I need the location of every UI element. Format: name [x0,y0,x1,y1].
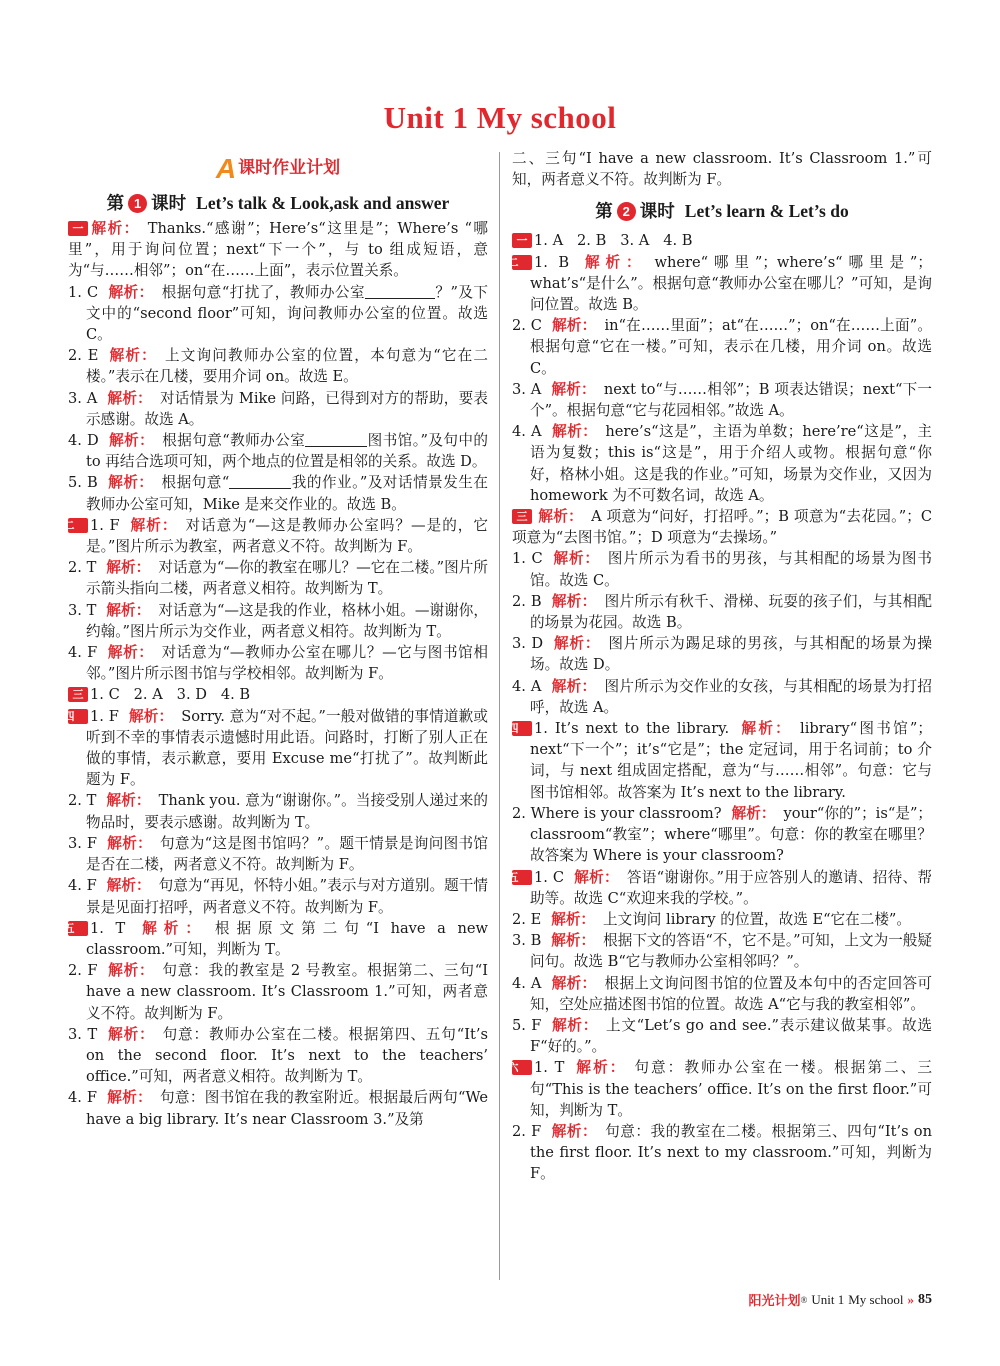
section-badge: 五 [68,921,88,936]
item-text: 图片所示为踢足球的男孩，与其相配的场景为操场。故选 D。 [530,635,932,674]
item-text: 图片所示为交作业的女孩，与其相配的场景为打招呼，故选 A。 [530,677,932,716]
item-number: 5. B [68,474,98,492]
analysis-label: 解析： [107,1089,153,1107]
item-text: 句意：图书馆在我的教室附近。根据最后两句“We have a big library. It’s near Classroom 3.”及第 [86,1089,488,1128]
section-badge: 一 [68,221,88,236]
item-text: 根据句意“教师办公室 [162,432,306,450]
list-item [507,252,932,316]
section-badge: 四 [68,709,88,724]
section-badge: 六 [512,1060,532,1075]
list-item [68,600,488,642]
list-item [512,1015,932,1057]
list-item [512,676,932,718]
lesson-1-heading [68,188,488,218]
item-text: 根据原文第二句“I have a new classroom.”可知，判断为 T。 [86,919,488,958]
list-item [68,790,488,832]
list-item [68,282,488,346]
item-text: ？”及下文中的“second floor”可知，询问教师办公室的位置。故选 C。 [86,283,488,344]
analysis-label: 解析： [551,592,597,610]
page-number: 85 [918,1291,932,1307]
list-item [68,345,488,387]
lesson-prefix: 第 [106,193,125,213]
list-item [68,960,488,1024]
analysis-label: 解析： [107,834,152,852]
footer-brand: 阳光计划 [748,1294,801,1309]
section-badge: 四 [512,721,532,736]
list-item [512,930,932,972]
item-number: 2. B [512,592,542,610]
item-text: 答语“谢谢你。”用于应答别人的邀请、招待、帮助等。故选 C“欢迎来我的学校。”。 [530,868,932,907]
section-badge: 二 [68,518,88,533]
list-item [68,1024,488,1088]
list-item [512,315,932,379]
list-item [68,430,488,472]
item-number: 1. C [68,283,99,301]
item-number: 3. T [68,601,97,619]
footer-registered-mark: ® [800,1294,808,1305]
list-item [68,642,488,684]
analysis-label: 解析： [107,474,154,492]
lesson-suffix: 课时 [639,201,675,222]
item-number: 1. F [90,516,120,534]
analysis-label: 解析： [107,389,152,407]
lesson-suffix: 课时 [151,193,187,213]
analysis-label: 解析： [106,601,151,619]
list-item [507,1057,932,1121]
item-number: 1. It’s next to the library. [534,720,730,738]
item-text: 上文询问 library 的位置，故选 E“它在二楼”。 [603,910,911,928]
footer-unit: Unit 1 [811,1291,845,1307]
item-number: 2. T [68,559,97,577]
list-item [63,918,488,960]
list-item [512,909,932,930]
analysis-label: 解析： [739,720,793,738]
page-footer [749,1290,932,1309]
list-item [507,718,932,803]
plan-heading-text: 课时作业计划 [238,158,341,179]
list-item [512,379,932,421]
analysis-label: 解析： [551,423,598,441]
analysis-label: 解析： [551,974,597,992]
item-text: 根据上文询问图书馆的位置及本句中的否定回答可知，空处应描述图书馆的位置。故选 A“它与我的教室相邻”。 [530,974,932,1013]
item-number: 4. F [68,644,98,662]
item-number: 2. C [512,317,542,335]
lesson-title: Let’s learn & Let’s do [684,201,849,222]
analysis-label: 解析： [128,707,174,725]
item-number: 5. F [512,1016,542,1034]
list-item [507,867,932,909]
item-text: 我的作业。”及对话情景发生在教师办公室可知，Mike 是来交作业的。故选 B。 [86,474,488,513]
item-number: 1. T [534,1059,565,1077]
item-text: 上文询问教师办公室的位置，本句意为“它在二楼。”表示在几楼，要用介词 on。故选 E。 [86,347,488,386]
lesson-2-heading [512,196,932,226]
double-chevron-icon: » [907,1291,914,1307]
item-text: 根据句意“ [161,474,230,492]
analysis-label: 解析： [551,1122,598,1140]
analysis-label: 解析： [108,432,155,450]
item-text: library“图书馆”；next“下一个”；it’s“它是”；the 定冠词，用于名词前；to 介词，与 next 组成固定搭配，意为“与……相邻”。句意：它与图书馆相邻。故答案为 It’s next to the library. [530,720,932,801]
item-number: 1. B [534,253,570,271]
item-number: 3. A [512,380,542,398]
section-3-answers [68,684,488,705]
item-number: 2. Where is your classroom? [512,804,722,822]
item-number: 4. F [68,1089,97,1107]
item-text: 根据句意“打扰了，教师办公室 [161,283,365,301]
item-number: 1. C [534,868,564,886]
lesson-number-badge: 2 [617,202,636,221]
lesson-prefix: 第 [595,201,613,222]
item-text: 根据下文的答语“不，它不是。”可知，上文为一般疑问句。故选 B“它与教师办公室相邻吗？”。 [530,932,932,971]
analysis-label: 解析： [108,283,154,301]
plan-heading [68,152,488,186]
item-text: next to“与……相邻”；B 项表达错误；next“下一个”。根据句意“它与花园相邻。”故选 A。 [530,380,932,420]
item-number: 4. A [512,677,542,695]
analysis-label: 解析： [107,962,155,980]
analysis-label: 解析： [551,1016,599,1034]
analysis-label: 解析： [538,508,584,526]
column-divider [499,152,500,1280]
analysis-label: 解析： [553,635,601,653]
item-text: 句意为“再见，怀特小姐。”表示与对方道别。题干情景是见面打招呼，两者意义不符。故判断为 F。 [86,877,488,916]
item-number: 4. F [68,877,97,895]
item-text: 上文“Let’s go and see.”表示建议做某事。故选 F“好的。”。 [530,1016,932,1056]
analysis-label: 解析： [106,559,151,577]
list-item [512,973,932,1015]
item-text: here’s“这是”，主语为单数；here’re“这是”，主语为复数；this is“这是”，用于介绍人或物。根据句意“你好，格林小姐。这是我的作业。”可知，场景为交作业，又因为 homework 为不可数名词，故选 A。 [530,423,932,504]
right-column [507,148,932,1185]
analysis-label: 解析： [551,910,596,928]
item-text: 句意：教师办公室在一楼。根据第二、三句“This is the teachers’ office. It’s on the first floor.”可知，判断为 T。 [530,1059,932,1119]
list-item [512,1121,932,1185]
item-text: Thank you. 意为“谢谢你。”。当接受别人递过来的物品时，要表示感谢。故判断为 T。 [86,792,489,831]
item-number: 3. T [68,1025,98,1043]
analysis-label: 解析： [106,792,151,810]
answer-blank [229,473,291,489]
item-text: in“在……里面”；at“在……”；on“在……上面”。根据句意“它在一楼。”可知，表示在几楼，用介词 on。故选 C。 [530,317,932,377]
list-item [68,557,488,599]
section-1-intro [68,218,488,282]
item-text: 对话意为“—你的教室在哪儿？—它在二楼。”图片所示箭头指向二楼，两者意义相符。故判断为 T。 [86,559,488,598]
analysis-label: 解析： [552,550,600,568]
item-text: where“哪里”；where’s“哪里是”；what’s“是什么”。根据句意“教师办公室在哪儿？”可知，是询问位置。故选 B。 [530,253,932,314]
item-text: 对话意为“—教师办公室在哪儿？—它与图书馆相邻。”图片所示图书馆与学校相邻。故判断为 F。 [86,644,488,683]
continued-text: 二、三句“I have a new classroom. It’s Classroom 1.”可知，两者意义不符。故判断为 F。 [512,150,932,189]
item-text: Sorry. 意为“对不起。”一般对做错的事情道歉或听到不幸的事情表示遗憾时用此语。问路时，打断了别人正在做的事情，表示歉意，要用 Excuse me“打扰了”。故判断此题为 F。 [86,707,488,789]
item-number: 3. B [512,932,542,950]
list-item [68,388,488,430]
list-item [68,875,488,917]
section-badge: 三 [68,687,88,702]
list-item [512,421,932,506]
lesson-number-badge: 1 [128,194,147,213]
item-text: 句意：我的教室是 2 号教室。根据第二、三句“I have a new classroom. It’s Classroom 1.”可知，两者意义不符。故判断为 F。 [86,962,488,1022]
unit-title: Unit 1 My school [383,100,617,135]
analysis-label: 解析： [135,919,207,937]
list-item [512,633,932,675]
analysis-label: 解析： [551,317,597,335]
item-number: 2. F [68,962,98,980]
item-text: 对话情景为 Mike 问路，已得到对方的帮助，要表示感谢。故选 A。 [86,389,488,428]
item-number: 4. D [68,432,99,450]
section-3-intro [512,506,932,548]
item-text: 句意为“这是图书馆吗？”。题干情景是询问图书馆是否在二楼，两者意义不符。故判断为 F。 [86,834,488,874]
analysis-label: 解析： [129,516,178,534]
analysis-label: 解析： [108,347,157,365]
list-item [512,548,932,590]
analysis-label: 解析： [551,380,596,398]
item-text: 对话意为“—这是教师办公室吗？—是的，它是。”图片所示为教室，两者意义不符。故判断为 F。 [86,516,488,556]
item-text: 图片所示有秋千、滑梯、玩耍的孩子们，与其相配的场景为花园。故选 B。 [530,592,932,632]
section-badge: 五 [512,870,532,885]
left-column [63,152,489,1130]
item-number: 3. D [512,635,544,653]
item-number: 2. T [68,792,97,810]
answer-blank [305,431,367,447]
item-number: 2. E [512,910,542,928]
answer-text: 1. C 2. A 3. D 4. B [90,686,251,704]
item-number: 4. A [512,974,542,992]
item-text: 对话意为“—这是我的作业，格林小姐。—谢谢你，约翰。”图片所示为交作业，两者意义相符。故判断为 T。 [86,601,488,640]
section-1-answers [512,230,932,251]
item-number: 1. T [90,919,126,937]
analysis-label: 解析： [107,1025,155,1043]
plan-badge-icon: A [215,153,237,184]
item-text: 图片所示为看书的男孩，与其相配的场景为图书馆。故选 C。 [530,550,932,589]
list-item [68,1087,488,1129]
analysis-label: 解析： [107,644,154,662]
item-number: 3. F [68,834,97,852]
answer-text: 1. A 2. B 3. A 4. B [534,232,693,250]
analysis-label: 解析： [551,677,597,695]
item-text: your“你的”；is“是”；classroom“教室”；where“哪里”。句意：你的教室在哪里？故答案为 Where is your classroom? [530,804,932,865]
analysis-label: 解析： [551,932,596,950]
analysis-label: 解析： [574,1059,627,1077]
lesson-title: Let’s talk & Look,ask and answer [196,193,450,213]
analysis-label: 解析： [106,877,151,895]
section-text: A 项意为“问好，打招呼。”；B 项意为“去花园。”；C 项意为“去图书馆。”；D 项意为“去操场。” [512,508,932,547]
list-item [512,591,932,633]
section-badge: 二 [512,255,532,270]
item-number: 4. A [512,423,542,441]
item-number: 2. F [512,1122,542,1140]
list-item [63,515,488,557]
analysis-label: 解析： [579,253,647,271]
section-text: Thanks.“感谢”；Here’s“这里是”；Where’s “哪里”，用于询问位置；next“下一个”，与 to 组成短语，意为“与……相邻”；on“在……上面”，表示位置关系。 [68,220,488,280]
item-number: 1. C [512,550,543,568]
list-item [68,833,488,875]
section-badge: 一 [512,233,532,248]
analysis-label: 解析： [731,804,776,822]
analysis-label: 解析： [574,868,619,886]
item-number: 2. E [68,347,99,365]
list-item [68,472,488,514]
footer-unit-name: My school [848,1291,904,1307]
answer-blank [365,283,435,299]
list-item [512,803,932,867]
analysis-label: 解析： [90,220,140,237]
item-text: 句意：我的教室在二楼。根据第三、四句“It’s on the first floor. It’s next to my classroom.”可知，判断为 F。 [530,1122,932,1183]
item-text: 句意：教师办公室在二楼。根据第四、五句“It’s on the second floor. It’s next to the teachers’ office.”可知，两者意义相符。故判断为 T。 [86,1025,488,1086]
section-badge: 三 [512,509,532,524]
item-number: 3. A [68,389,98,407]
list-item [63,706,488,791]
item-text: 图书馆。”及句中的 to 再结合选项可知，两个地点的位置是相邻的关系。故选 D。 [86,432,488,471]
item-number: 1. F [90,707,119,725]
